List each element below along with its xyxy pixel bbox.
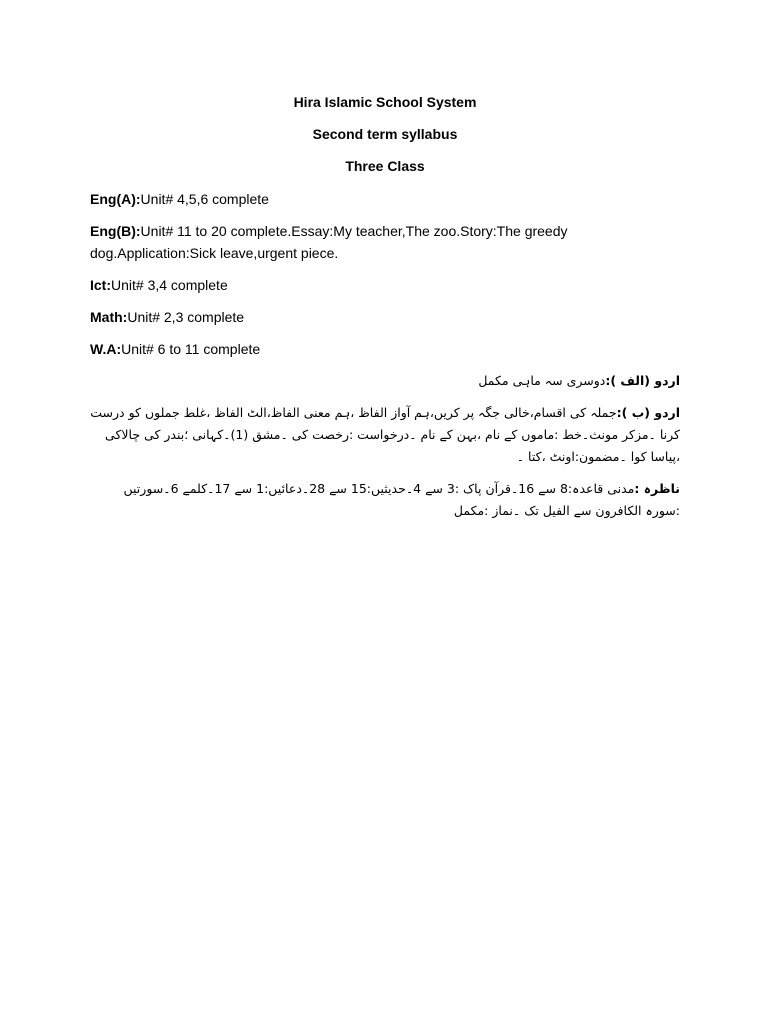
subject-ict <box>90 274 680 296</box>
subject-eng-b <box>90 220 680 264</box>
urdu-label: اردو (الف ): <box>605 373 680 388</box>
subject-label: Eng(A): <box>90 191 141 207</box>
urdu-text: جملہ کی اقسام،خالی جگہ پر کریں،ہم آواز الفاظ ،ہم معنی الفاظ،الٹ الفاظ ،غلط جملوں کو درست کرنا ۔مزکر مونث۔خط :ماموں کے نام ،بہن کے نام ۔درخواست :رخصت کی ۔مشق (1)۔کہانی ؛بندر کی چالاکی ،پیاسا کوا ۔مضمون:اونٹ ،کتا ۔ <box>90 405 680 464</box>
subject-wa <box>90 338 680 360</box>
subject-eng-a <box>90 188 680 210</box>
subject-label: Ict: <box>90 277 111 293</box>
class-title: Three Class <box>345 158 425 174</box>
urdu-label: اردو (ب ): <box>616 405 680 420</box>
subject-text: Unit# 11 to 20 complete.Essay:My teacher,The zoo.Story:The greedy dog.Application:Sick leave,urgent piece. <box>90 223 568 261</box>
subject-label: Eng(B): <box>90 223 141 239</box>
subject-text: Unit# 6 to 11 complete <box>121 341 261 357</box>
urdu-text: مدنی قاعدہ:8 سے 16۔قرآن پاک :3 سے 4۔حدیثیں:15 سے 28۔دعائیں:1 سے 17۔کلمے 6۔سورتیں :سورہ الکافرون سے الفیل تک ۔نماز :مکمل <box>123 481 680 518</box>
urdu-section-alif <box>90 370 680 392</box>
urdu-label: ناظرہ : <box>634 481 680 496</box>
document-body <box>90 92 680 532</box>
subject-math <box>90 306 680 328</box>
urdu-text: دوسری سہ ماہی مکمل <box>478 373 606 388</box>
subject-text: Unit# 3,4 complete <box>111 277 228 293</box>
subject-text: Unit# 4,5,6 complete <box>140 191 269 207</box>
subject-label: Math: <box>90 309 128 325</box>
school-name: Hira Islamic School System <box>293 94 477 110</box>
term-title: Second term syllabus <box>312 126 458 142</box>
subject-text: Unit# 2,3 complete <box>127 309 245 325</box>
urdu-section-nazra <box>90 478 680 522</box>
subject-label: W.A: <box>90 341 122 357</box>
urdu-section-bay <box>90 402 680 468</box>
